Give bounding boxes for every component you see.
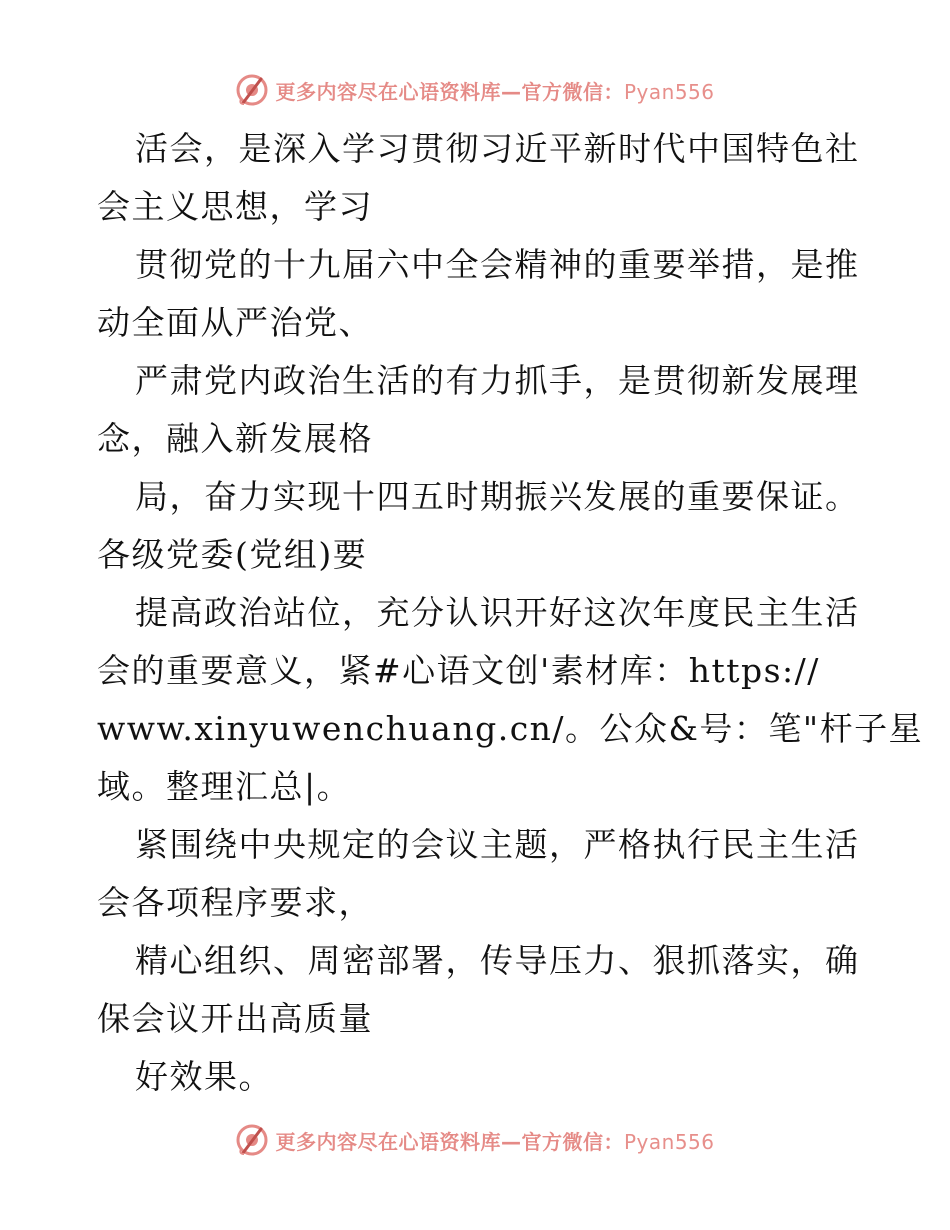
text-line: 紧围绕中央规定的会议主题，严格执行民主生活 (135, 825, 860, 864)
text-line: 会的重要意义，紧#心语文创'素材库：https:// (97, 651, 820, 690)
text-line: www.xinyuwenchuang.cn/。公众&号：笔"杆子星 (97, 709, 924, 748)
text-line: 念，融入新发展格 (97, 419, 373, 458)
text-line: 好效果。 (135, 1057, 273, 1096)
text-line: 严肃党内政治生活的有力抓手，是贯彻新发展理 (135, 361, 860, 400)
brush-logo-icon (235, 1123, 269, 1157)
text-line: 域。整理汇总|。 (97, 767, 352, 806)
watermark-footer (0, 1120, 950, 1160)
text-line: 各级党委(党组)要 (97, 535, 368, 574)
text-line: 精心组织、周密部署，传导压力、狠抓落实，确 (135, 941, 860, 980)
watermark-header (0, 70, 950, 110)
text-line: 保会议开出高质量 (97, 999, 373, 1038)
text-line: 活会，是深入学习贯彻习近平新时代中国特色社 (135, 129, 860, 168)
text-line: 会主义思想，学习 (97, 187, 373, 226)
watermark-text: 更多内容尽在心语资料库—官方微信：Pyan556 (275, 1129, 715, 1154)
document-body (97, 120, 924, 1106)
text-line: 会各项程序要求， (97, 883, 373, 922)
text-line: 贯彻党的十九届六中全会精神的重要举措，是推 (135, 245, 860, 284)
text-line: 动全面从严治党、 (97, 303, 373, 342)
brush-logo-icon (235, 73, 269, 107)
text-line: 提高政治站位，充分认识开好这次年度民主生活 (135, 593, 860, 632)
text-line: 局，奋力实现十四五时期振兴发展的重要保证。 (135, 477, 860, 516)
watermark-text: 更多内容尽在心语资料库—官方微信：Pyan556 (275, 79, 715, 104)
